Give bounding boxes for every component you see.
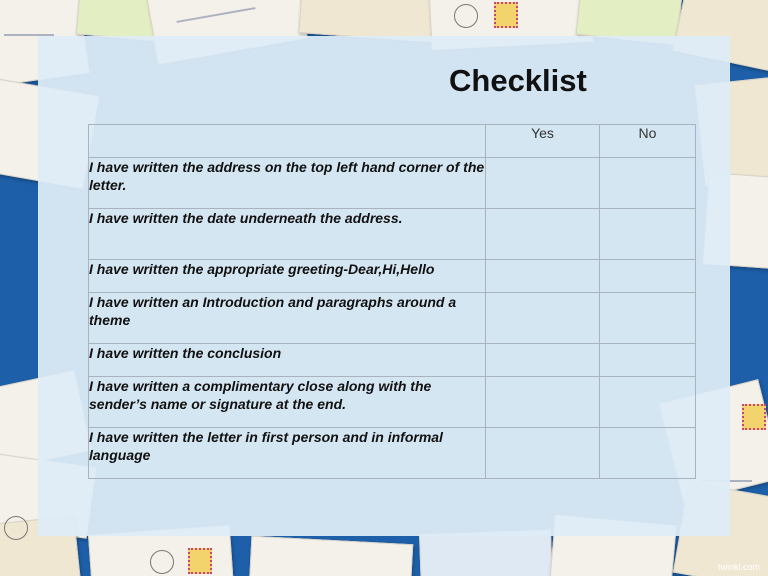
column-header-no: No — [600, 125, 696, 158]
stamp-image — [494, 2, 518, 28]
envelope-image — [249, 536, 413, 576]
postmark-image — [454, 4, 478, 28]
no-cell[interactable] — [600, 209, 696, 260]
checklist-item: I have written the date underneath the address. — [89, 209, 486, 260]
watermark-text: twinkl.com — [717, 562, 760, 572]
yes-cell[interactable] — [486, 428, 600, 479]
yes-cell[interactable] — [486, 260, 600, 293]
no-cell[interactable] — [600, 428, 696, 479]
checklist-item: I have written an Introduction and paragraphs around a theme — [89, 293, 486, 344]
table-row — [89, 293, 696, 344]
yes-cell[interactable] — [486, 377, 600, 428]
stamp-image — [188, 548, 212, 574]
table-row — [89, 377, 696, 428]
checklist-item: I have written the conclusion — [89, 344, 486, 377]
column-header-item — [89, 125, 486, 158]
no-cell[interactable] — [600, 344, 696, 377]
yes-cell[interactable] — [486, 158, 600, 209]
table-row — [89, 260, 696, 293]
postmark-image — [4, 516, 28, 540]
column-header-yes: Yes — [486, 125, 600, 158]
checklist-table — [88, 124, 696, 479]
yes-cell[interactable] — [486, 293, 600, 344]
table-row — [89, 344, 696, 377]
no-cell[interactable] — [600, 293, 696, 344]
checklist-item: I have written the letter in first person and in informal language — [89, 428, 486, 479]
yes-cell[interactable] — [486, 344, 600, 377]
postmark-image — [150, 550, 174, 574]
table-row — [89, 428, 696, 479]
checklist-item: I have written the appropriate greeting-Dear,Hi,Hello — [89, 260, 486, 293]
table-row — [89, 209, 696, 260]
yes-cell[interactable] — [486, 209, 600, 260]
no-cell[interactable] — [600, 377, 696, 428]
table-row — [89, 158, 696, 209]
stamp-image — [742, 404, 766, 430]
no-cell[interactable] — [600, 158, 696, 209]
no-cell[interactable] — [600, 260, 696, 293]
page-title: Checklist — [449, 63, 587, 98]
checklist-item: I have written a complimentary close along with the sender’s name or signature at the end. — [89, 377, 486, 428]
checklist-item: I have written the address on the top left hand corner of the letter. — [89, 158, 486, 209]
envelope-image — [419, 530, 553, 576]
table-header-row — [89, 125, 696, 158]
